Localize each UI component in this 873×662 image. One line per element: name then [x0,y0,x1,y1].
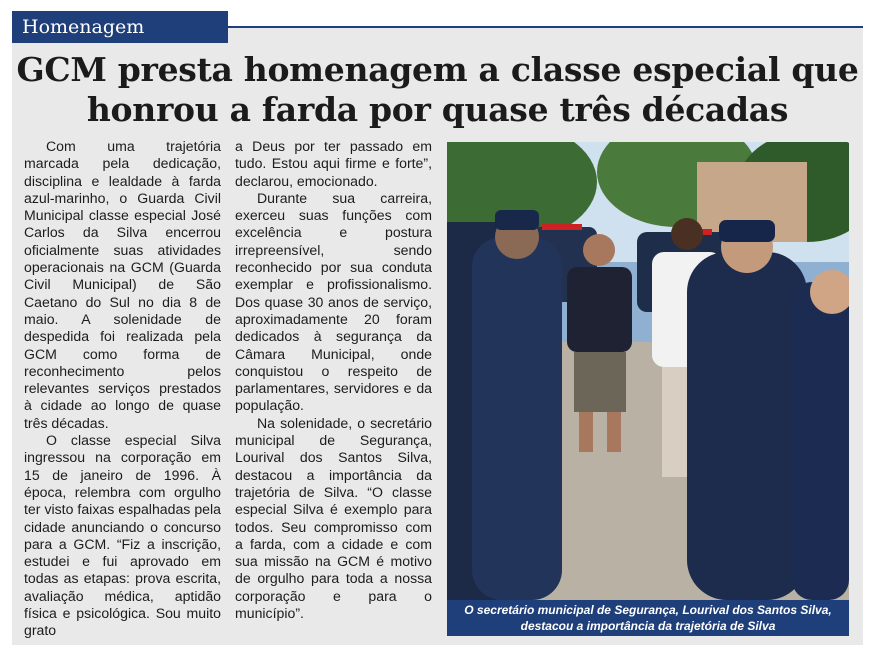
light-bar [542,224,582,230]
article-column-2 [235,138,432,622]
headline-line-1: GCM presta homenagem a classe especial que [16,50,859,89]
guard-left-back [472,237,562,600]
man-shirt [567,267,632,352]
man-head [583,234,615,266]
caption-line-2: destacou a importância da trajetória de Silva [520,619,776,633]
guard-right [687,252,807,600]
paragraph: Durante sua carreira, exerceu suas funções com excelência e postura irrepreensível, sendo reconhecido por sua conduta exemplar e profissionalismo. Dos quase 30 anos de serviço, aproximadamente 20 foram dedicados à segurança da Câmara Municipal, onde conquistou o respeito de parlamentares, servidores e da população. [235,189,432,414]
guard-right-cap [719,220,775,242]
article-column-1 [24,138,221,640]
man-leg [579,412,593,452]
section-tab: Homenagem [12,11,228,43]
secretary-head [671,218,703,250]
headline [12,50,863,130]
paragraph: Na solenidade, o secretário municipal de Segurança, Lourival dos Santos Silva, destacou a importância da trajetória de Silva. “O classe especial Silva é exemplo para todos. Seu compromisso com a farda, com a cidade e com sua missão na GCM é motivo de orgulho para toda a nossa corporação e para o município”. [235,414,432,622]
headline-line-2: honrou a farda por quase três décadas [86,90,789,129]
article-photo [447,142,849,600]
caption-line-1: O secretário municipal de Segurança, Lourival dos Santos Silva, [464,603,832,617]
paragraph-continued: a Deus por ter passado em tudo. Estou aqui firme e forte”, declarou, emocionado. [235,138,432,189]
guard-cap [495,210,539,230]
photo-caption [447,600,849,636]
guard-far-right [792,282,849,600]
man-shorts [574,352,626,412]
paragraph: Com uma trajetória marcada pela dedicação, disciplina e lealdade à farda azul-marinho, o Guarda Civil Municipal classe especial José Carlos da Silva encerrou oficialmente suas atividades operacionais na GCM (Guarda Civil Municipal) de São Caetano do Sul no dia 8 de maio. A solenidade de despedida foi realizada pela GCM como forma de reconhecimento pelos relevantes serviços prestados à cidade ao longo de quase três décadas. [24,138,221,431]
section-rule [228,26,863,28]
paragraph: O classe especial Silva ingressou na corporação em 15 de janeiro de 1996. À época, relembra com orgulho ter visto faixas espalhadas pela cidade anunciando o concurso para a GCM. “Fiz a inscrição, estudei e fui aprovado em todas as etapas: prova escrita, avaliação médica, aptidão física e psicológica. Sou muito grato [24,432,221,639]
man-leg [607,412,621,452]
ceremony-photo-illustration [447,142,849,600]
